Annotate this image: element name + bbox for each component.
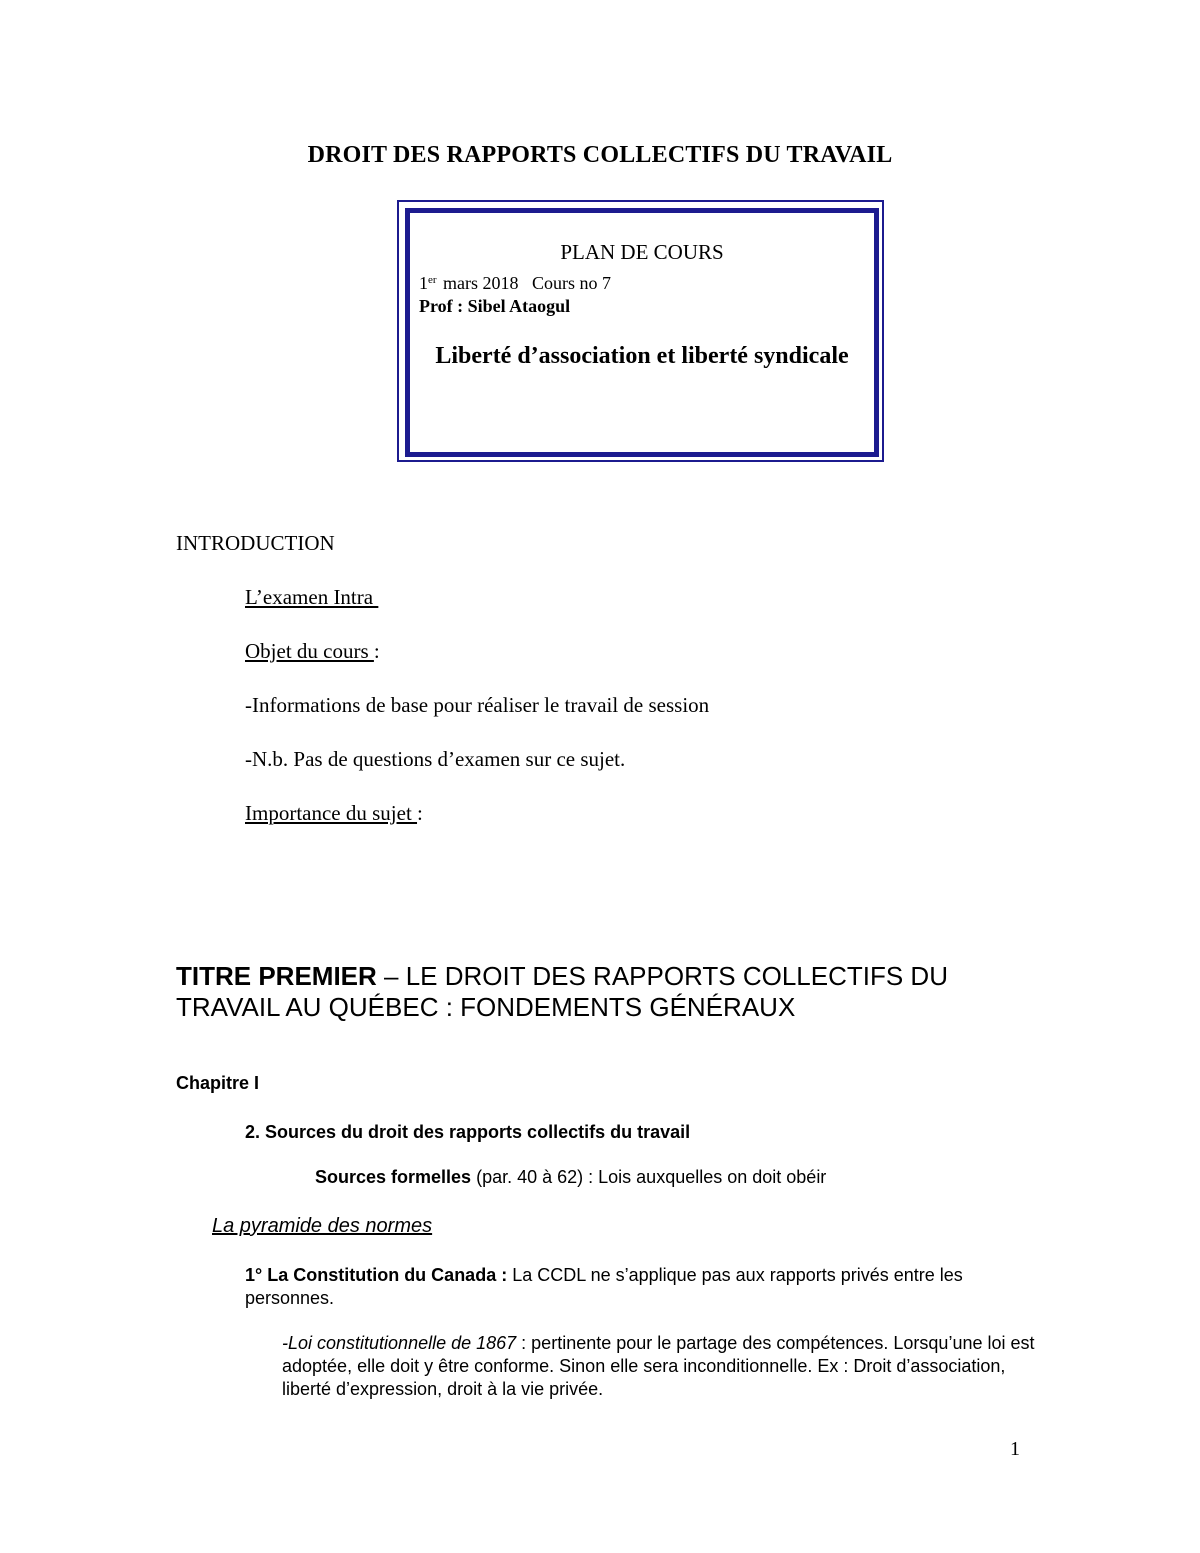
exam-item: L’examen Intra: [245, 585, 379, 609]
object-label: Objet du cours: [245, 639, 374, 663]
info-item: -Informations de base pour réaliser le travail de session: [245, 693, 710, 717]
formal-sources-line: [315, 1167, 826, 1188]
formal-sources-bold: Sources formelles: [315, 1167, 472, 1187]
plan-date: [419, 273, 611, 294]
titre-rest: – LE DROIT DES RAPPORTS COLLECTIFS DU TRAVAIL AU QUÉBEC : FONDEMENTS GÉNÉRAUX: [176, 961, 948, 1022]
formal-sources-rest: (par. 40 à 62) : Lois auxquelles on doit obéir: [471, 1167, 827, 1187]
titre-bold: TITRE PREMIER: [176, 961, 377, 991]
loi-paragraph: [282, 1332, 1042, 1401]
plan-topic: Liberté d’association et liberté syndicale: [435, 343, 849, 369]
object-suffix: :: [373, 639, 380, 663]
loi-rest: : pertinente pour le partage des compétences. Lorsqu’une loi est adoptée, elle doit y être conforme. Sinon elle sera inconditionnelle. Ex : Droit d’association, liberté d’expression, droit à la vie privée.: [282, 1333, 1035, 1399]
plan-professor: Prof : Sibel Ataogul: [419, 296, 571, 316]
object-item: [245, 639, 380, 664]
loi-italic: -Loi constitutionnelle de 1867: [282, 1333, 517, 1353]
constitution-bold: 1° La Constitution du Canada :: [245, 1265, 508, 1285]
nb-item: -N.b. Pas de questions d’examen sur ce sujet.: [245, 747, 626, 771]
document-title: DROIT DES RAPPORTS COLLECTIFS DU TRAVAIL: [307, 142, 893, 168]
introduction-heading: INTRODUCTION: [176, 531, 335, 555]
importance-item: [245, 801, 423, 826]
sources-heading: 2. Sources du droit des rapports collectifs du travail: [245, 1122, 691, 1142]
titre-premier-heading: [176, 961, 1036, 1023]
importance-label: Importance du sujet: [245, 801, 418, 825]
plan-date-suffix: er: [428, 274, 437, 286]
constitution-rest: La CCDL ne s’applique pas aux rapports privés entre les personnes.: [245, 1265, 963, 1308]
importance-suffix: :: [417, 801, 423, 825]
chapter-label: Chapitre I: [176, 1073, 260, 1093]
pyramid-heading: La pyramide des normes: [212, 1215, 433, 1237]
plan-date-rest: mars 2018 Cours no 7: [438, 273, 612, 293]
page-number: 1: [1010, 1438, 1020, 1460]
plan-date-day: 1: [419, 273, 428, 293]
constitution-paragraph: [245, 1264, 1045, 1310]
plan-heading: PLAN DE COURS: [560, 240, 724, 264]
